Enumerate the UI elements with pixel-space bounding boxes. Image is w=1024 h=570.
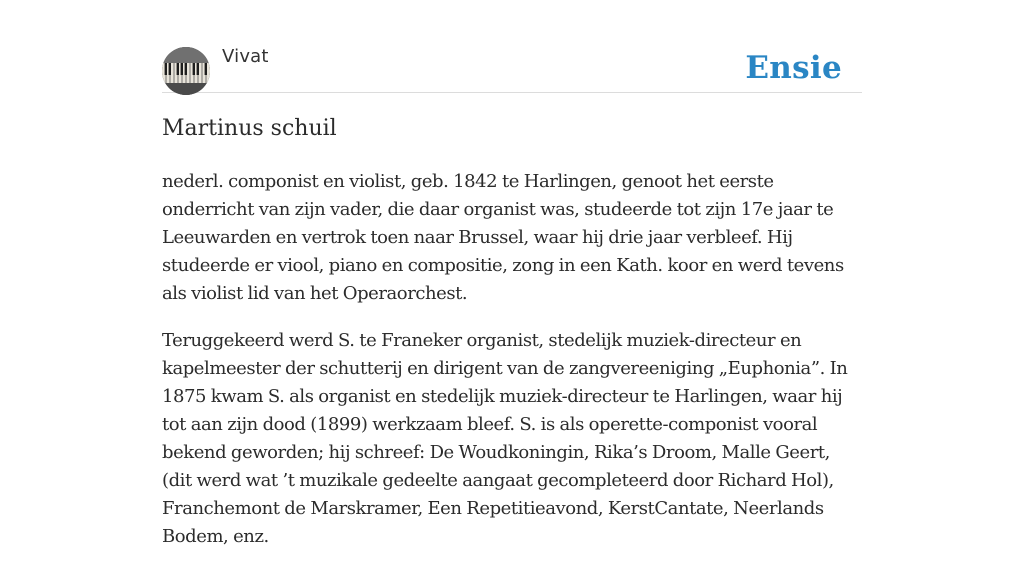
author-avatar[interactable] bbox=[162, 47, 210, 95]
author-name[interactable]: Vivat bbox=[222, 46, 269, 67]
article-paragraph: Teruggekeerd werd S. te Franeker organist, stedelijk muziek-directeur en kapelmeester der schutterij en dirigent van de zangvereeniging „Euphonia”. In 1875 kwam S. als organist en stedelijk muziek-directeur te Harlingen, waar hij tot aan zijn dood (1899) werkzaam bleef. S. is als operette-componist vooral bekend geworden; hij schreef: De Woudkoningin, Rika’s Droom, Malle Geert, (dit werd wat ’t muzikale gedeelte aangaat gecompleteerd door Richard Hol), Franchemont de Marskramer, Een Repetitieavond, KerstCantate, Neerlands Bodem, enz. bbox=[162, 330, 848, 547]
article-title: Martinus schuil bbox=[162, 116, 337, 141]
ensie-logo-link[interactable]: Ensie bbox=[745, 50, 842, 86]
piano-keys-icon bbox=[162, 47, 210, 95]
header bbox=[162, 0, 862, 93]
article-paragraph: nederl. componist en violist, geb. 1842 te Harlingen, genoot het eerste onderricht van zijn vader, die daar organist was, studeerde tot zijn 17e jaar te Leeuwarden en vertrok toen naar Brussel, waar hij drie jaar verbleef. Hij studeerde er viool, piano en compositie, zong in een Kath. koor en werd tevens als violist lid van het Operaorchest. bbox=[162, 171, 844, 304]
page-content bbox=[162, 0, 862, 547]
article-body bbox=[162, 168, 862, 570]
